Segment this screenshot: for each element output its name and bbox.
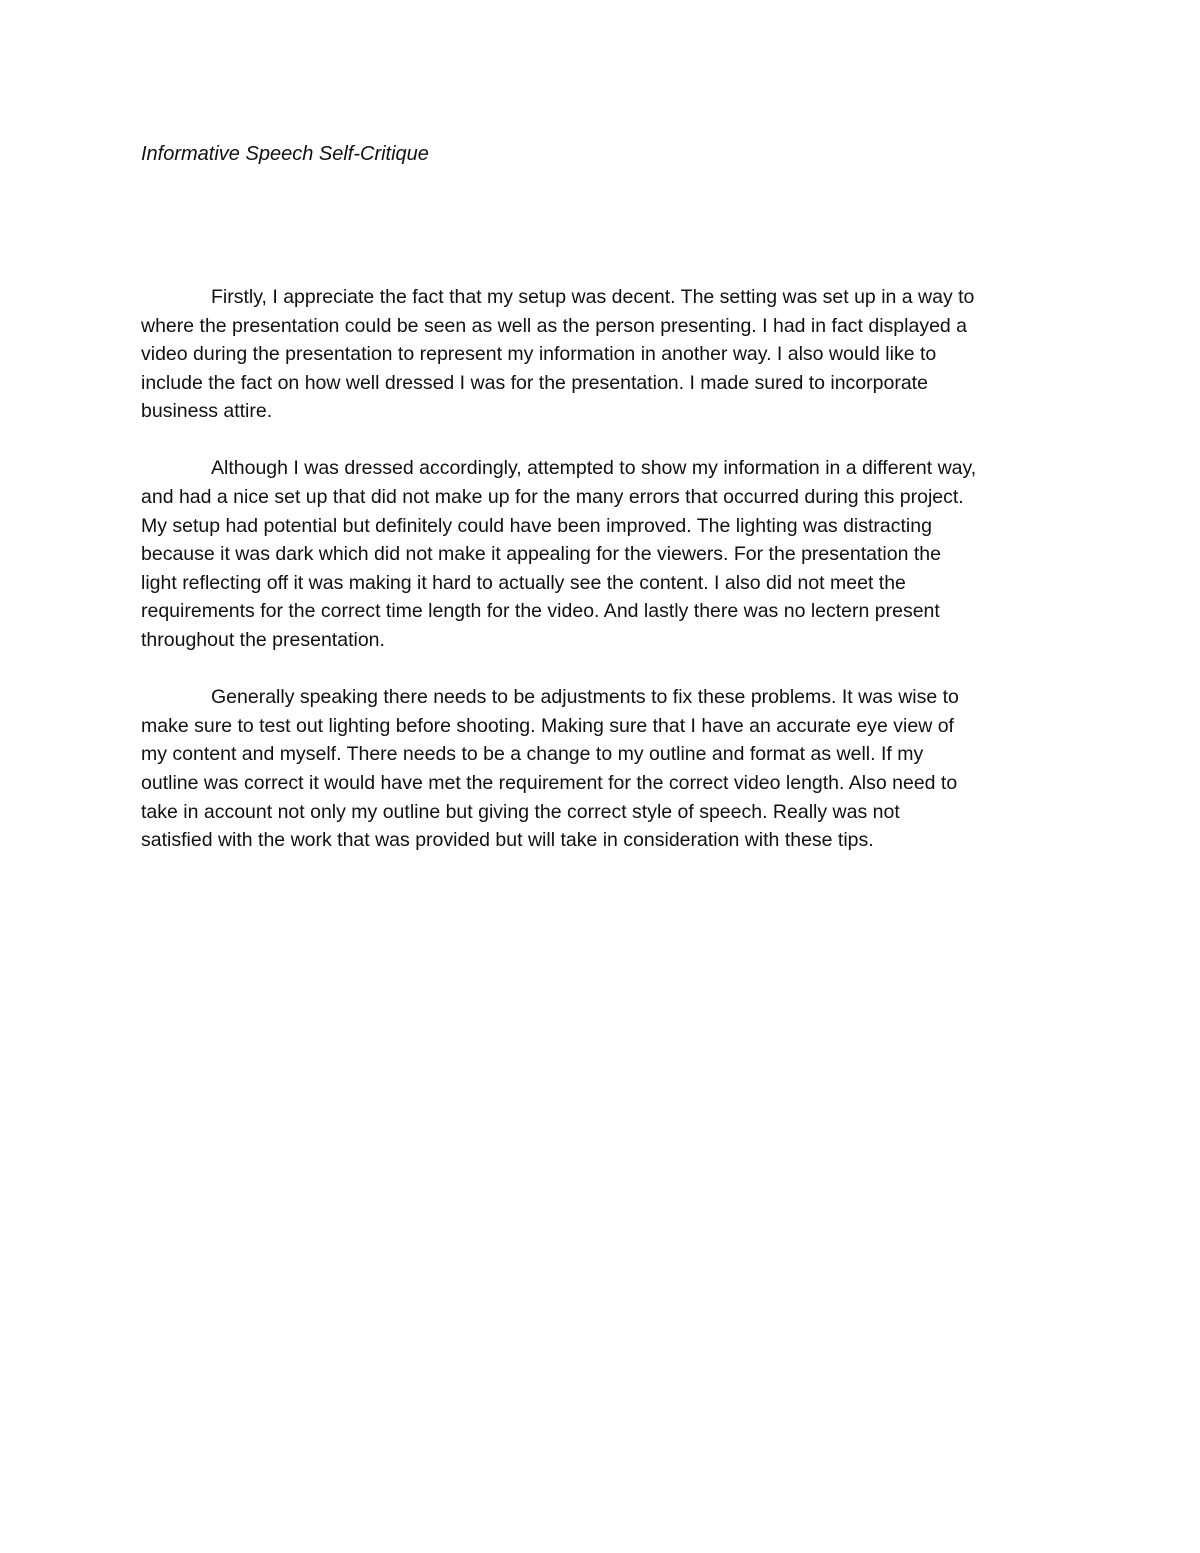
paragraph-line: outline was correct it would have met the requirement for the correct video length. Also need to: [141, 771, 958, 794]
paragraph-line: Generally speaking there needs to be adjustments to fix these problems. It was wise to: [211, 686, 959, 709]
document-title: Informative Speech Self-Critique: [141, 143, 429, 165]
paragraph-2: [141, 454, 1071, 654]
paragraph-line: and had a nice set up that did not make up for the many errors that occurred during this project.: [141, 486, 964, 509]
paragraph-line: include the fact on how well dressed I was for the presentation. I made sured to incorporate: [141, 371, 928, 394]
paragraph-line: my content and myself. There needs to be a change to my outline and format as well. If my: [141, 743, 924, 766]
paragraph-line: because it was dark which did not make it appealing for the viewers. For the presentation the: [141, 543, 941, 566]
paragraph-line: make sure to test out lighting before shooting. Making sure that I have an accurate eye view of: [141, 714, 954, 737]
paragraph-line: Firstly, I appreciate the fact that my setup was decent. The setting was set up in a way to: [211, 286, 975, 308]
paragraph-line: My setup had potential but definitely could have been improved. The lighting was distracting: [141, 514, 932, 537]
paragraph-3: [141, 683, 1071, 855]
document-body: [141, 283, 1071, 883]
paragraph-line: business attire.: [141, 400, 273, 423]
paragraph-line: video during the presentation to represent my information in another way. I also would like to: [141, 343, 937, 366]
paragraph-line: requirements for the correct time length for the video. And lastly there was no lectern present: [141, 600, 940, 623]
paragraph-line: satisfied with the work that was provided but will take in consideration with these tips.: [141, 829, 874, 852]
paragraph-line: Although I was dressed accordingly, attempted to show my information in a different way,: [211, 457, 977, 480]
paragraph-line: light reflecting off it was making it hard to actually see the content. I also did not meet the: [141, 571, 906, 594]
paragraph-line: take in account not only my outline but giving the correct style of speech. Really was not: [141, 800, 900, 823]
paragraph-line: where the presentation could be seen as well as the person presenting. I had in fact displayed a: [141, 314, 968, 337]
paragraph-1: [141, 283, 1071, 426]
paragraph-line: throughout the presentation.: [141, 629, 385, 652]
